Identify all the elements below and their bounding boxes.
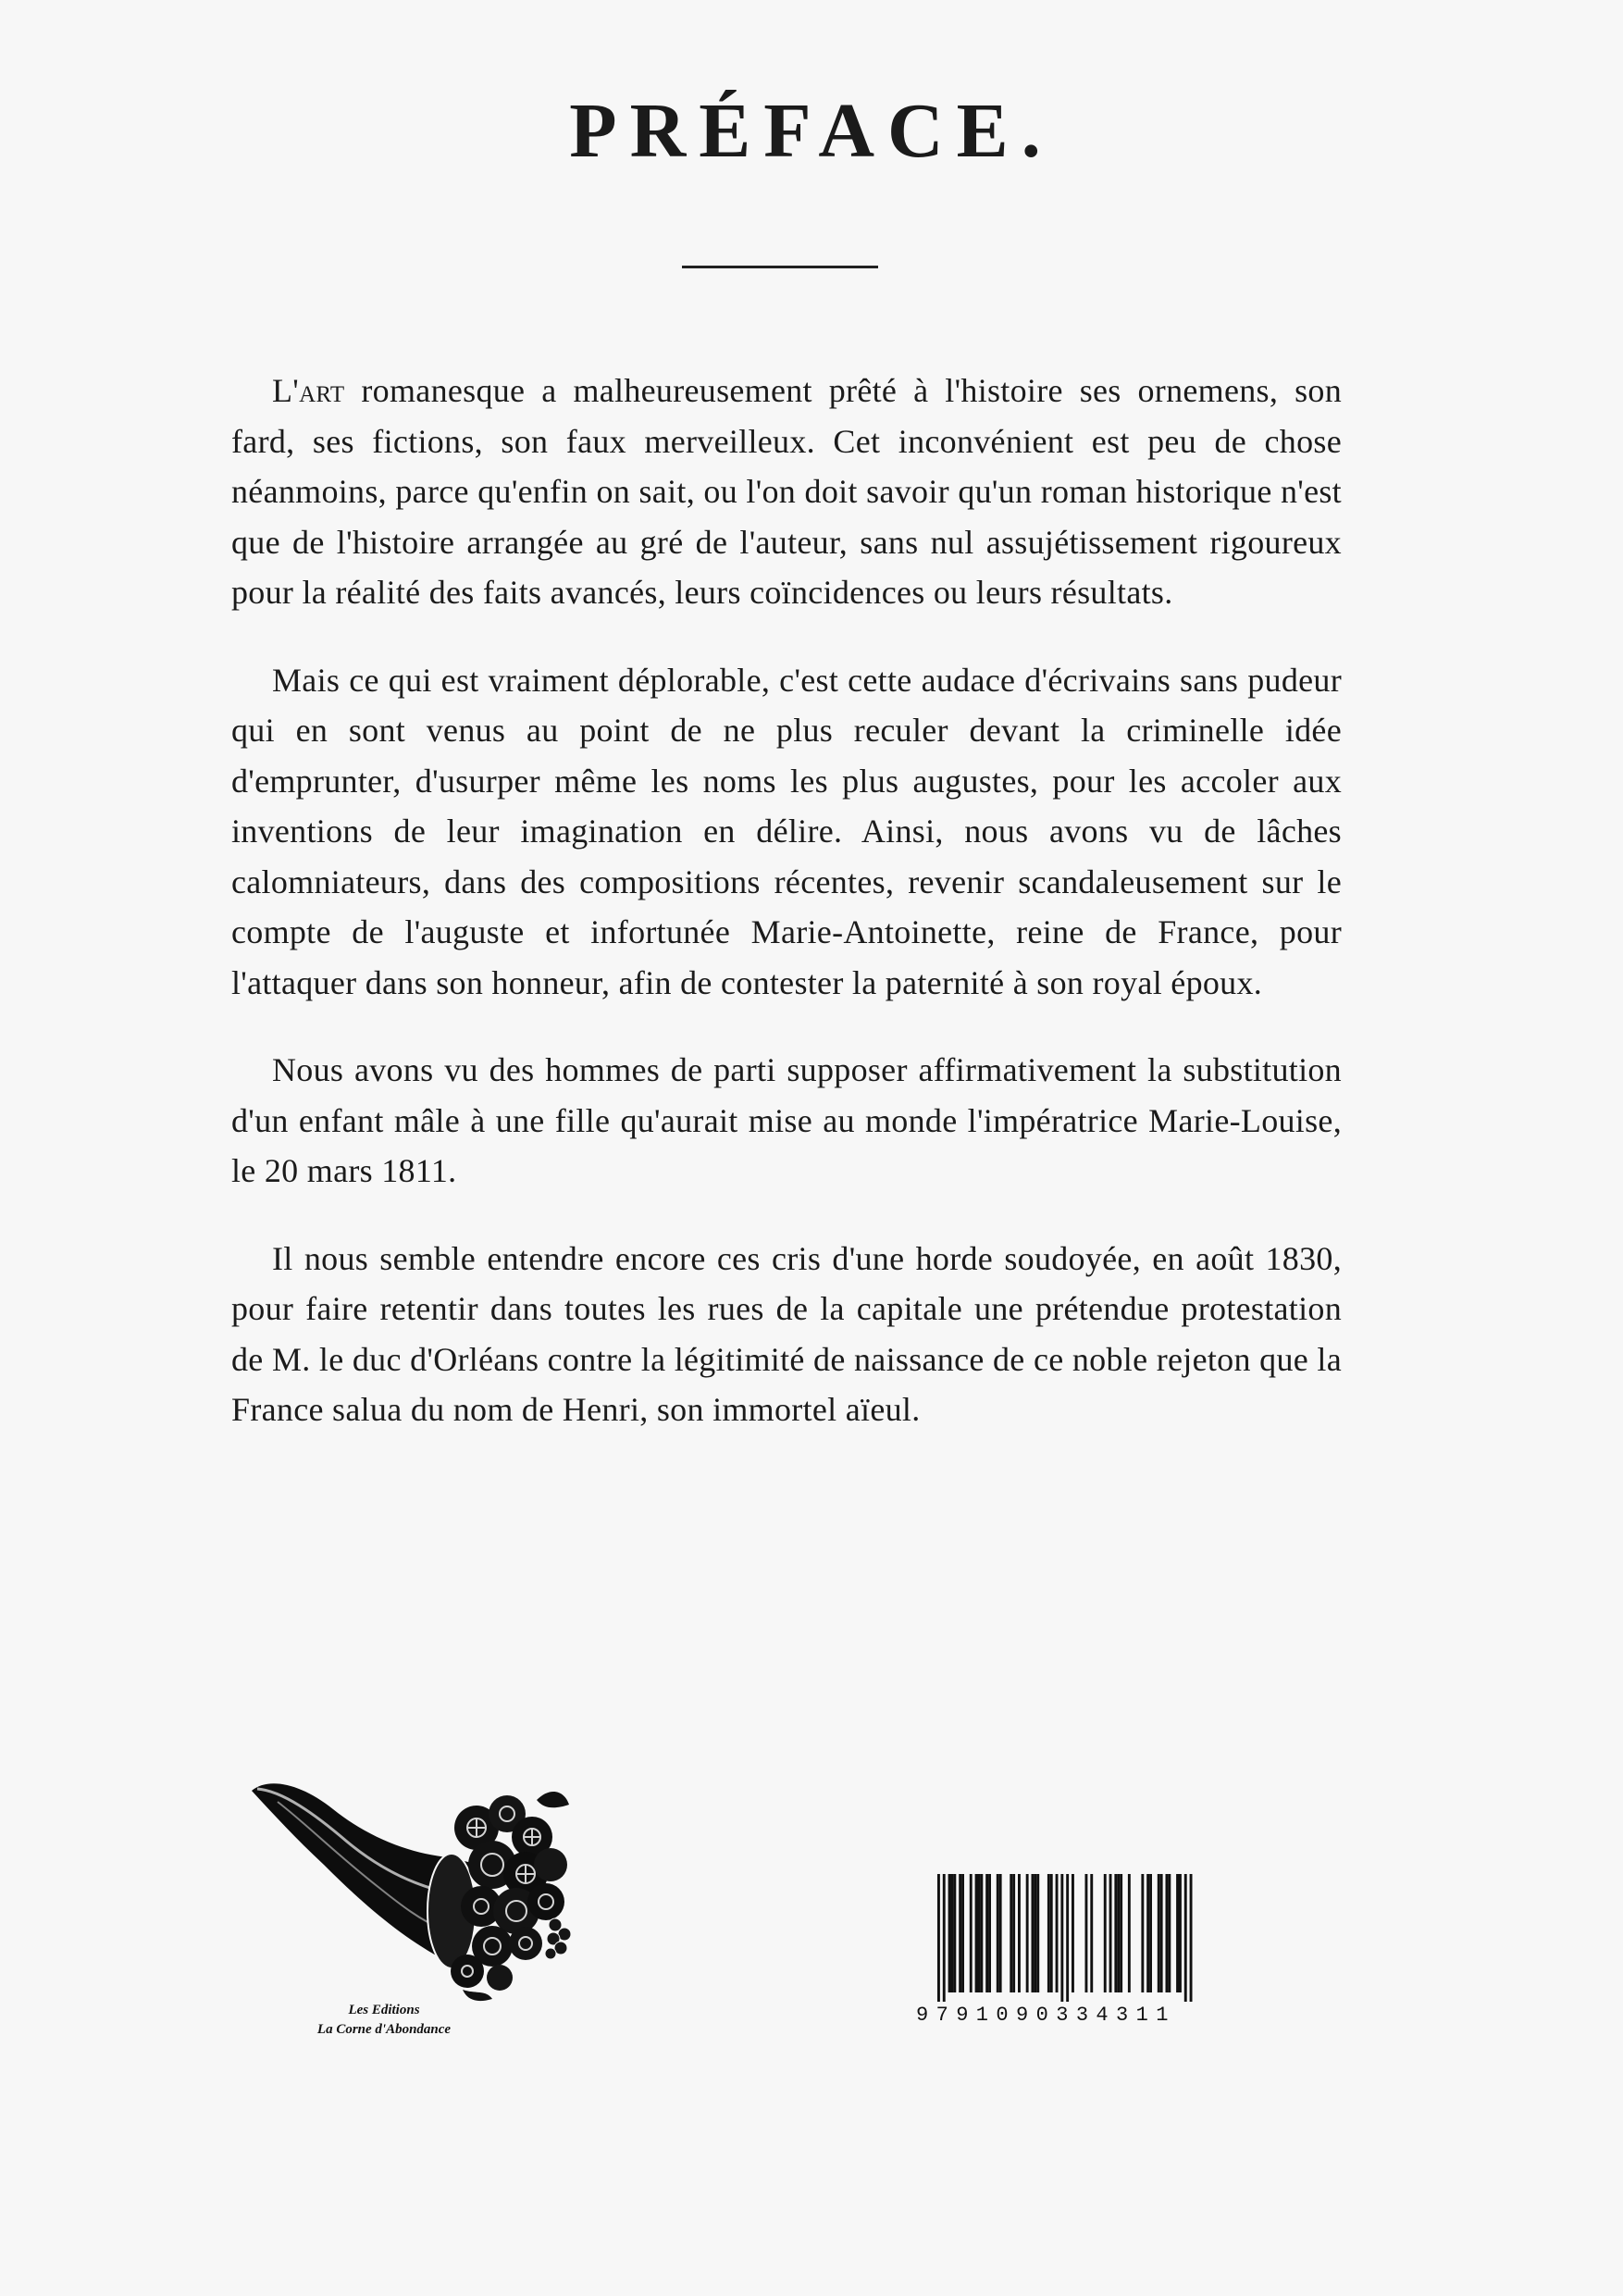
publisher-name-line2: La Corne d'Abondance	[316, 2022, 452, 2037]
barcode-bar	[1060, 1874, 1063, 2002]
barcode-bar	[1050, 1874, 1053, 1992]
barcode-bar	[1034, 1874, 1036, 1992]
barcode-bar	[1012, 1874, 1015, 1992]
barcode-bar	[1160, 1874, 1163, 1992]
paragraph-4: Il nous semble entendre encore ces cris d'une horde soudoyée, en août 1830, pour faire retentir dans toutes les rues de la capitale une prétendue protestation de M. le duc d'Orléans contre la légitimité de naissance de ce noble rejeton que la France salua du nom de Henri, son immortel aïeul.	[231, 1239, 1342, 1428]
barcode-bar	[1056, 1874, 1059, 1992]
barcode-bars	[937, 1874, 1215, 2004]
barcode-bar	[1166, 1874, 1169, 1992]
barcode-bar	[1032, 1874, 1035, 1992]
paragraph-1	[231, 366, 1342, 618]
barcode-digits: 9791090334311	[916, 2004, 1176, 2027]
barcode-bar	[985, 1874, 988, 1992]
page-title: PRÉFACE.	[569, 88, 1054, 174]
barcode-bar	[948, 1874, 951, 1992]
title-divider	[682, 266, 878, 268]
barcode-bar	[970, 1874, 973, 1992]
barcode-bar	[1184, 1874, 1187, 2002]
barcode-bar	[943, 1874, 946, 2002]
barcode-bar	[978, 1874, 981, 1992]
paragraph-1-lead: L'art	[272, 372, 345, 409]
barcode-bar	[1146, 1874, 1149, 1992]
barcode-bar	[1120, 1874, 1122, 1992]
publisher-logo	[250, 1772, 578, 2050]
barcode-bar	[961, 1874, 964, 1992]
barcode-bar	[1018, 1874, 1021, 1992]
barcode-bar	[937, 1874, 940, 2002]
barcode	[916, 1874, 1231, 2031]
barcode-bar	[1104, 1874, 1107, 1992]
barcode-bar	[1066, 1874, 1069, 2002]
barcode-bar	[997, 1874, 999, 1992]
cornucopia-icon	[250, 1772, 578, 2004]
paragraph-1-text: romanesque a malheureusement prêté à l'histoire ses ornemens, son fard, ses fictions, son faux merveilleux. Cet inconvénient est peu de chose néanmoins, parce qu'enfin on sait, ou l'on doit savoir qu'un roman historique n'est que de l'histoire arrangée au gré de l'auteur, sans nul assujétissement rigoureux pour la réalité des faits avancés, leurs coïncidences ou leurs résultats.	[231, 372, 1342, 611]
barcode-bar	[1168, 1874, 1171, 1992]
barcode-bar	[975, 1874, 978, 1992]
barcode-bar	[999, 1874, 1002, 1992]
barcode-bar	[988, 1874, 991, 1992]
preface-body	[231, 366, 1342, 1472]
barcode-bar	[1114, 1874, 1117, 1992]
barcode-bar	[959, 1874, 961, 1992]
barcode-bar	[1179, 1874, 1182, 1992]
barcode-bar	[1176, 1874, 1179, 1992]
barcode-bar	[1190, 1874, 1193, 2002]
paragraph-3: Nous avons vu des hommes de parti supposer affirmativement la substitution d'un enfant mâle à une fille qu'aurait mise au monde l'impératrice Marie-Louise, le 20 mars 1811.	[231, 1051, 1342, 1189]
barcode-bar	[980, 1874, 983, 1992]
publisher-name-line1: Les Editions	[348, 2003, 420, 2017]
barcode-bar	[1117, 1874, 1120, 1992]
paragraph-2: Mais ce qui est vraiment déplorable, c'est cette audace d'écrivains sans pudeur qui en sont venus au point de ne plus reculer devant la criminelle idée d'emprunter, d'usurper même les noms les plus augustes, pour les accoler aux inventions de leur imagination en délire. Ainsi, nous avons vu de lâches calomniateurs, dans des compositions récentes, revenir scandaleusement sur le compte de l'auguste et infortunée Marie-Antoinette, reine de France, pour l'attaquer dans son honneur, afin de contester la paternité à son royal époux.	[231, 661, 1342, 1001]
barcode-bar	[1149, 1874, 1152, 1992]
barcode-bar	[953, 1874, 956, 1992]
barcode-bar	[1072, 1874, 1074, 1992]
barcode-bar	[1010, 1874, 1012, 1992]
barcode-bar	[1141, 1874, 1144, 1992]
barcode-bar	[1128, 1874, 1131, 1992]
barcode-bar	[1026, 1874, 1029, 1992]
barcode-bar	[1158, 1874, 1160, 1992]
barcode-bar	[951, 1874, 954, 1992]
barcode-bar	[1085, 1874, 1088, 1992]
barcode-bar	[1036, 1874, 1039, 1992]
barcode-bar	[1047, 1874, 1050, 1992]
barcode-bar	[1109, 1874, 1112, 1992]
barcode-bar	[1090, 1874, 1093, 1992]
